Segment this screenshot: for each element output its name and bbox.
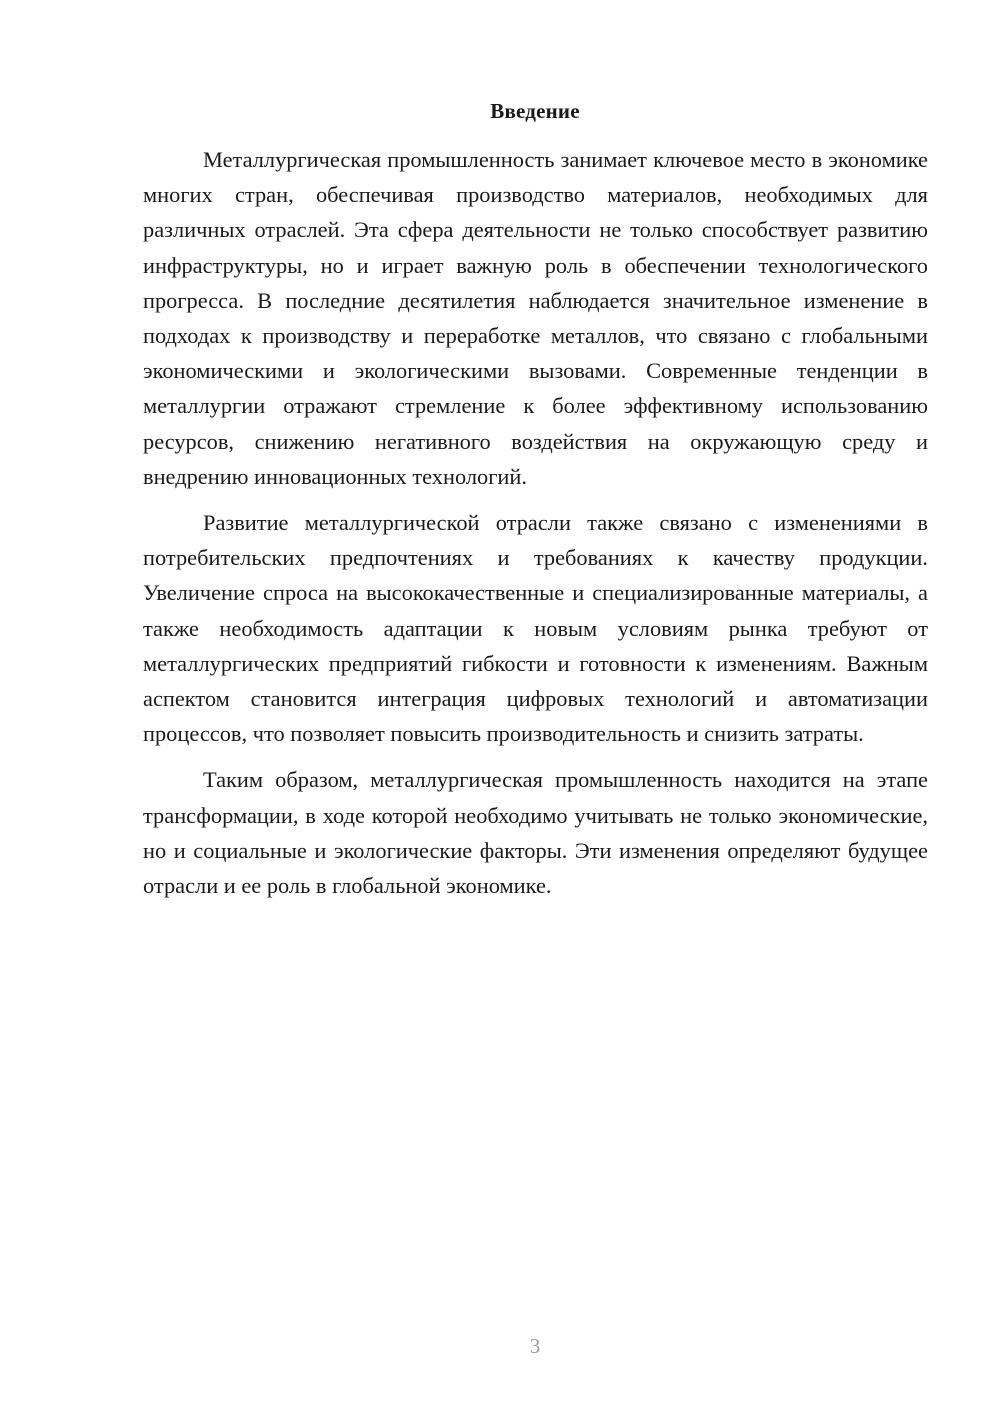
paragraph-1: Металлургическая промышленность занимает ключевое место в экономике многих стран, обеспечивая производство материалов, необходимых для различных отраслей. Эта сфера деятельности не только способствует развитию инфраструктуры, но и играет важную роль в обеспечении технологического прогресса. В последние десятилетия наблюдается значительное изменение в подходах к производству и переработке металлов, что связано с глобальными экономическими и экологическими вызовами. Современные тенденции в металлургии отражают стремление к более эффективному использованию ресурсов, снижению негативного воздействия на окружающую среду и внедрению инновационных технологий. — [143, 147, 928, 489]
paragraph-2: Развитие металлургической отрасли также связано с изменениями в потребительских предпочтениях и требованиях к качеству продукции. Увеличение спроса на высококачественные и специализированные материалы, а также необходимость адаптации к новым условиям рынка требуют от металлургических предприятий гибкости и готовности к изменениям. Важным аспектом становится интеграция цифровых технологий и автоматизации процессов, что позволяет повысить производительность и снизить затраты. — [143, 510, 928, 747]
paragraph-3: Таким образом, металлургическая промышленность находится на этапе трансформации, в ходе которой необходимо учитывать не только экономические, но и социальные и экологические факторы. Эти изменения определяют будущее отрасли и ее роль в глобальной экономике. — [143, 767, 928, 899]
section-heading: Введение — [490, 99, 580, 123]
page-number: 3 — [529, 1334, 541, 1358]
body-text — [143, 142, 928, 914]
